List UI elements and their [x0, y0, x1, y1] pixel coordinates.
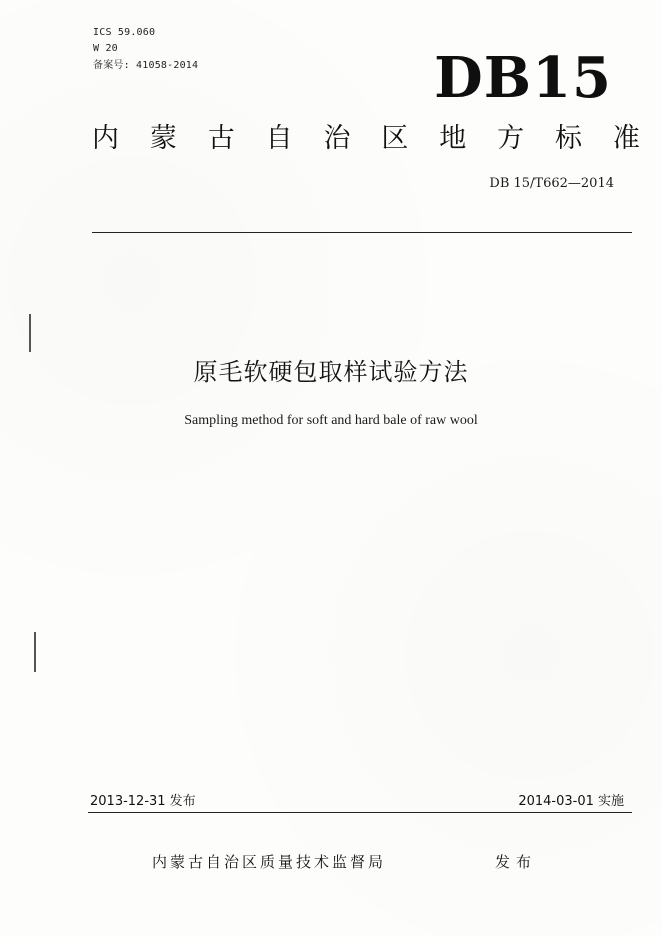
standard-type-char: 自: [265, 123, 293, 154]
implementation-date: 2014-03-01 实施: [518, 794, 624, 809]
standard-type-char: 蒙: [149, 123, 177, 154]
scan-margin-mark: [34, 632, 36, 672]
standard-type-char: 方: [497, 123, 525, 154]
db15-logo: DB15: [434, 45, 612, 111]
standard-number: DB 15/T662—2014: [489, 176, 614, 191]
filing-number: 备案号: 41058-2014: [93, 60, 199, 71]
title-english: Sampling method for soft and hard bale of raw wool: [184, 413, 478, 428]
issue-label: 发布: [495, 853, 538, 871]
standard-type-char: 治: [323, 123, 351, 154]
classification-code: W 20: [93, 43, 118, 54]
header-divider: [92, 232, 632, 233]
standard-type-char: 标: [555, 123, 582, 154]
publish-date: 2013-12-31 发布: [90, 794, 196, 809]
standard-type-char: 准: [612, 123, 640, 154]
standard-type-char: 内: [92, 123, 119, 154]
title-chinese: 原毛软硬包取样试验方法: [193, 358, 469, 386]
standard-type-heading: [92, 122, 640, 156]
issuing-authority: 内蒙古自治区质量技术监督局: [152, 853, 387, 871]
standard-type-char: 地: [439, 123, 467, 154]
scan-margin-mark: [29, 314, 31, 352]
ics-code: ICS 59.060: [93, 27, 156, 38]
standard-type-char: 古: [207, 123, 235, 154]
footer-divider: [88, 812, 632, 813]
standard-type-char: 区: [381, 123, 409, 154]
